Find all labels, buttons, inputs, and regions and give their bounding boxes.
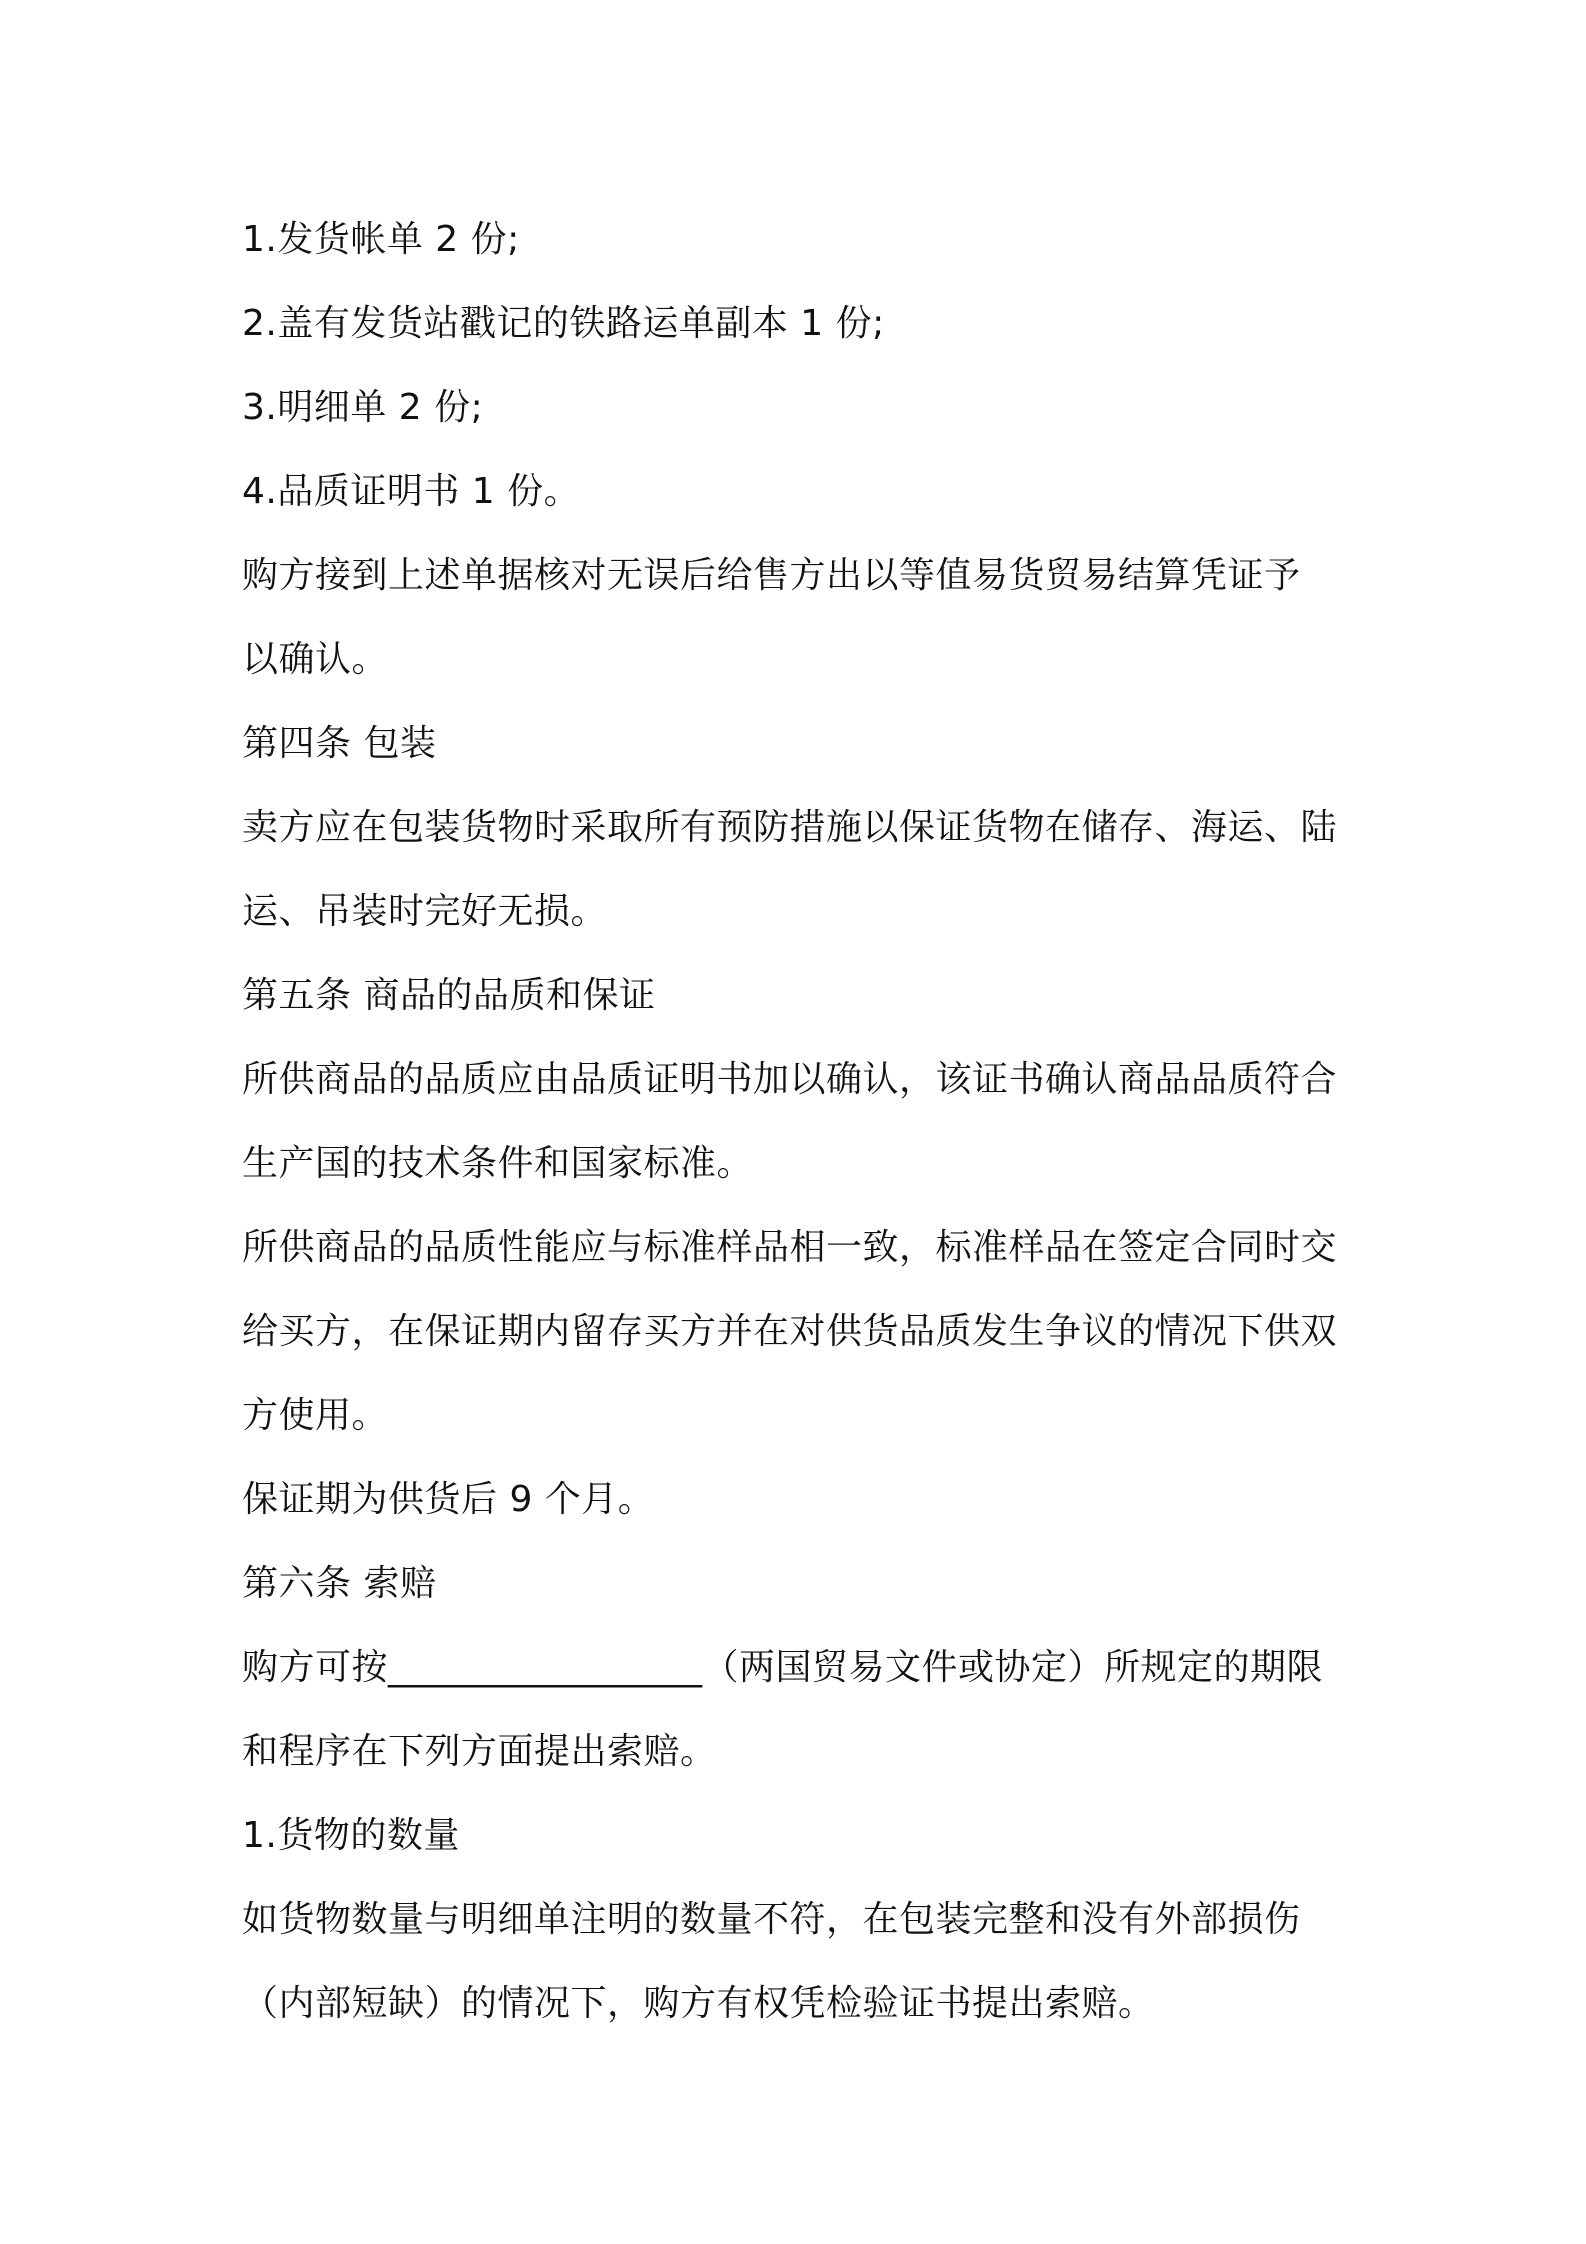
paragraph-packaging-line-2: 运、吊装时完好无损。 — [242, 891, 608, 932]
paragraph-claims-line-2: 和程序在下列方面提出索赔。 — [242, 1731, 717, 1772]
list-item-railway-waybill: 2.盖有发货站戳记的铁路运单副本 1 份; — [242, 303, 885, 344]
paragraph-quality-line-1: 所供商品的品质应由品质证明书加以确认，该证书确认商品品质符合 — [242, 1059, 1338, 1100]
paragraph-sample-line-3: 方使用。 — [242, 1395, 389, 1436]
list-item-invoice: 1.发货帐单 2 份; — [242, 219, 520, 260]
claims-item-quantity-heading: 1.货物的数量 — [242, 1815, 460, 1856]
list-item-detail-list: 3.明细单 2 份; — [242, 387, 484, 428]
article-4-heading: 第四条 包装 — [242, 723, 437, 764]
article-5-heading: 第五条 商品的品质和保证 — [242, 975, 656, 1016]
paragraph-confirmation-line-1: 购方接到上述单据核对无误后给售方出以等值易货贸易结算凭证予 — [242, 555, 1301, 596]
article-6-heading: 第六条 索赔 — [242, 1563, 437, 1604]
document-body — [242, 198, 1357, 2046]
paragraph-confirmation-line-2: 以确认。 — [242, 639, 389, 680]
paragraph-warranty-period: 保证期为供货后 9 个月。 — [242, 1479, 655, 1520]
paragraph-quantity-line-1: 如货物数量与明细单注明的数量不符，在包装完整和没有外部损伤 — [242, 1899, 1301, 1940]
paragraph-claims-line-1: 购方可按_________________（两国贸易文件或协定）所规定的期限 — [242, 1647, 1324, 1688]
paragraph-quantity-line-2: （内部短缺）的情况下，购方有权凭检验证书提出索赔。 — [242, 1983, 1155, 2024]
paragraph-packaging-line-1: 卖方应在包装货物时采取所有预防措施以保证货物在储存、海运、陆 — [242, 807, 1338, 848]
paragraph-sample-line-1: 所供商品的品质性能应与标准样品相一致，标准样品在签定合同时交 — [242, 1227, 1338, 1268]
list-item-quality-certificate: 4.品质证明书 1 份。 — [242, 471, 581, 512]
paragraph-sample-line-2: 给买方，在保证期内留存买方并在对供货品质发生争议的情况下供双 — [242, 1311, 1338, 1352]
paragraph-quality-line-2: 生产国的技术条件和国家标准。 — [242, 1143, 754, 1184]
